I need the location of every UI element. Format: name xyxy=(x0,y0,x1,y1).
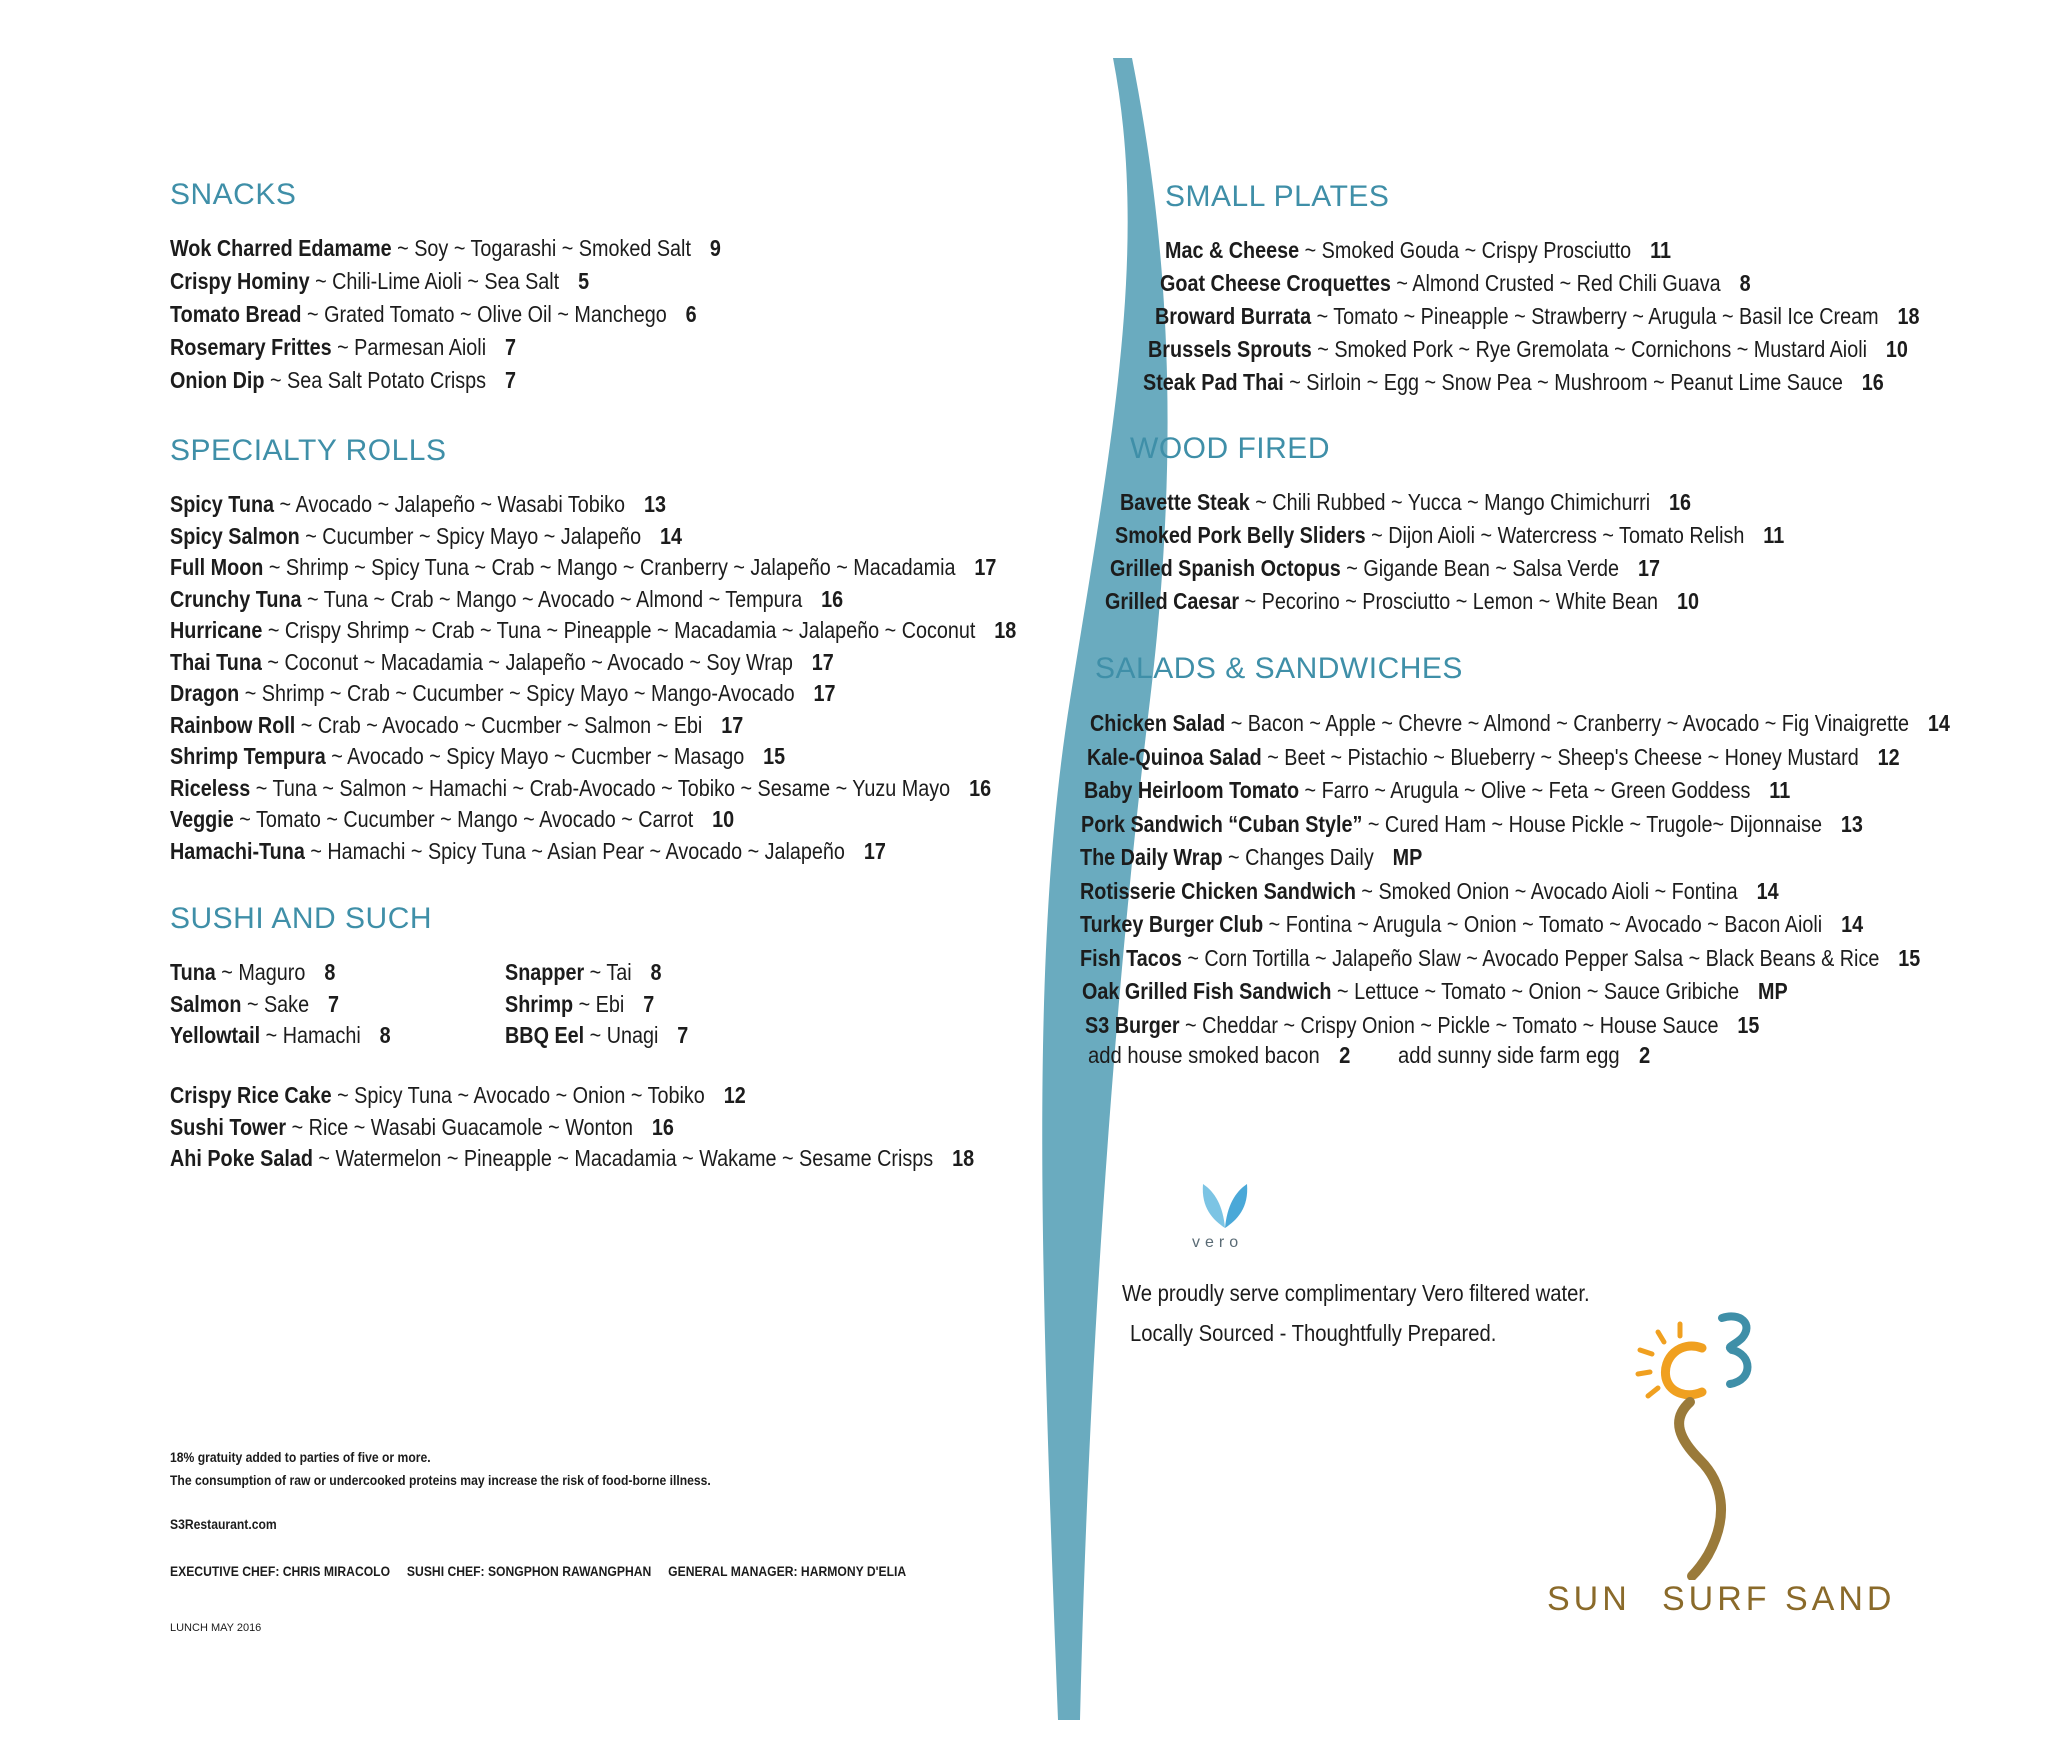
menu-item-description: ~ Cured Ham ~ House Pickle ~ Trugole~ Dijonnaise xyxy=(1362,810,1822,837)
menu-item-description: ~ Cucumber ~ Spicy Mayo ~ Jalapeño xyxy=(299,522,642,549)
menu-item-price: 7 xyxy=(327,990,340,1017)
addon-egg xyxy=(1398,1042,1650,1069)
wood-fired-heading: WOOD FIRED xyxy=(1130,432,1330,465)
sushi-heading: SUSHI AND SUCH xyxy=(170,902,433,935)
menu-item-description: ~ Tai xyxy=(584,959,632,985)
menu-item-name: Rosemary Frittes xyxy=(170,334,332,360)
menu-item-price: 8 xyxy=(1739,270,1751,296)
menu-item xyxy=(1143,368,1884,396)
menu-item xyxy=(170,679,836,707)
menu-item xyxy=(1080,910,1863,938)
menu-item-name: Crunchy Tuna xyxy=(170,585,302,612)
menu-item-name: Hurricane xyxy=(170,617,263,643)
menu-item xyxy=(170,648,834,676)
menu-item-description: ~ Crispy Shrimp ~ Crab ~ Tuna ~ Pineapple ~ Macadamia ~ Jalapeño ~ Coconut xyxy=(262,617,976,643)
menu-item-description: ~ Chili Rubbed ~ Yucca ~ Mango Chimichurri xyxy=(1249,489,1651,515)
menu-item xyxy=(1090,709,1950,737)
menu-item-price: 17 xyxy=(813,680,836,706)
menu-item xyxy=(1085,1011,1759,1039)
menu-item-description: ~ Unagi xyxy=(584,1022,659,1048)
menu-item-name: Onion Dip xyxy=(170,367,265,393)
menu-item-description: ~ Avocado ~ Jalapeño ~ Wasabi Tobiko xyxy=(274,491,626,517)
menu-item-description: ~ Smoked Onion ~ Avocado Aioli ~ Fontina xyxy=(1355,877,1738,904)
menu-item-description: ~ Lettuce ~ Tomato ~ Onion ~ Sauce Gribiche xyxy=(1331,978,1740,1004)
menu-item xyxy=(1105,587,1699,615)
menu-item-price: MP xyxy=(1758,978,1788,1004)
menu-item xyxy=(170,267,589,295)
menu-item-price: 16 xyxy=(969,774,992,801)
menu-item xyxy=(1080,843,1422,871)
menu-item-price: 11 xyxy=(1769,777,1791,803)
menu-item-name: Broward Burrata xyxy=(1155,303,1312,329)
menu-item-name: The Daily Wrap xyxy=(1080,844,1223,870)
menu-item-name: Rotisserie Chicken Sandwich xyxy=(1080,877,1356,904)
menu-item xyxy=(505,1021,688,1049)
menu-item xyxy=(1160,269,1751,297)
menu-item-price: 16 xyxy=(1861,369,1884,395)
brand-sand: SAND xyxy=(1785,1580,1896,1618)
menu-item-price: 11 xyxy=(1763,522,1785,548)
website: S3Restaurant.com xyxy=(170,1517,277,1532)
menu-item xyxy=(1110,554,1660,582)
menu-item-name: Hamachi-Tuna xyxy=(170,837,305,864)
menu-item xyxy=(170,234,721,262)
menu-item-price: 8 xyxy=(324,959,336,985)
menu-item-name: Crispy Hominy xyxy=(170,268,310,294)
menu-item xyxy=(1084,776,1790,804)
menu-item xyxy=(170,616,1016,644)
brand-surf: SURF xyxy=(1662,1580,1771,1618)
snacks-heading: SNACKS xyxy=(170,178,297,211)
menu-item-price: 10 xyxy=(712,806,735,832)
menu-item-name: Chicken Salad xyxy=(1090,710,1226,736)
menu-item-description: ~ Pecorino ~ Prosciutto ~ Lemon ~ White Bean xyxy=(1239,588,1659,614)
menu-item-price: 16 xyxy=(821,585,844,612)
menu-item-name: Goat Cheese Croquettes xyxy=(1160,270,1391,296)
menu-item-description: ~ Parmesan Aioli xyxy=(331,334,487,360)
menu-item-price: 16 xyxy=(1669,489,1692,515)
menu-item xyxy=(1115,521,1784,549)
menu-item-description: ~ Rice ~ Wasabi Guacamole ~ Wonton xyxy=(286,1113,634,1140)
edition: LUNCH MAY 2016 xyxy=(170,1622,262,1634)
menu-item-price: 12 xyxy=(723,1082,746,1108)
vero-water-line: We proudly serve complimentary Vero filtered water. xyxy=(1122,1280,1590,1306)
menu-item xyxy=(170,990,339,1018)
menu-item-price: 14 xyxy=(1756,877,1779,904)
menu-item xyxy=(170,1081,746,1109)
menu-item-name: Spicy Tuna xyxy=(170,491,275,517)
addon-egg-price: 2 xyxy=(1639,1042,1651,1068)
menu-item-price: 8 xyxy=(379,1022,391,1048)
menu-item-description: ~ Sea Salt Potato Crisps xyxy=(264,367,487,393)
menu-item-name: Pork Sandwich “Cuban Style” xyxy=(1081,810,1363,837)
addon-bacon xyxy=(1088,1042,1350,1069)
menu-item-price: 18 xyxy=(1897,303,1920,329)
menu-item-description: ~ Avocado ~ Spicy Mayo ~ Cucmber ~ Masago xyxy=(325,743,745,769)
menu-item-price: 8 xyxy=(650,959,662,985)
menu-item-price: 7 xyxy=(504,367,516,393)
menu-item-description: ~ Shrimp ~ Crab ~ Cucumber ~ Spicy Mayo ~ Mango-Avocado xyxy=(239,680,795,706)
salads-heading: SALADS & SANDWICHES xyxy=(1095,652,1463,685)
menu-item-description: ~ Grated Tomato ~ Olive Oil ~ Manchego xyxy=(301,301,667,327)
menu-item-name: Yellowtail xyxy=(170,1022,261,1048)
menu-item-name: Steak Pad Thai xyxy=(1143,369,1284,395)
menu-item xyxy=(170,805,734,833)
menu-item-price: 14 xyxy=(1841,911,1864,937)
menu-item-name: Bavette Steak xyxy=(1120,489,1250,515)
menu-item-description: ~ Hamachi xyxy=(260,1022,361,1048)
menu-item xyxy=(170,774,991,802)
menu-item-description: ~ Cheddar ~ Crispy Onion ~ Pickle ~ Tomato ~ House Sauce xyxy=(1179,1011,1719,1038)
menu-item-price: 14 xyxy=(1927,710,1950,736)
menu-item-description: ~ Smoked Pork ~ Rye Gremolata ~ Cornichons ~ Mustard Aioli xyxy=(1311,336,1867,362)
menu-item xyxy=(170,333,516,361)
small-plates-heading: SMALL PLATES xyxy=(1165,180,1390,213)
menu-item-name: Rainbow Roll xyxy=(170,711,296,738)
menu-item-description: ~ Farro ~ Arugula ~ Olive ~ Feta ~ Green Goddess xyxy=(1299,777,1751,803)
menu-item-price: 18 xyxy=(994,617,1017,643)
menu-item-price: 15 xyxy=(763,743,786,769)
menu-item-price: 17 xyxy=(974,554,997,580)
menu-item-price: 16 xyxy=(651,1113,674,1140)
menu-item xyxy=(170,837,886,865)
s3-logo-icon xyxy=(1630,1310,1780,1580)
menu-item-name: Tuna xyxy=(170,959,216,985)
menu-item xyxy=(1081,810,1863,838)
menu-item-price: 18 xyxy=(952,1145,975,1171)
menu-item-name: Shrimp Tempura xyxy=(170,743,326,769)
menu-item-price: 7 xyxy=(677,1022,689,1048)
menu-item-price: 11 xyxy=(1650,237,1672,263)
menu-item-name: Crispy Rice Cake xyxy=(170,1082,332,1108)
menu-item-price: MP xyxy=(1392,844,1423,870)
menu-item xyxy=(170,585,843,613)
menu-item-description: ~ Shrimp ~ Spicy Tuna ~ Crab ~ Mango ~ Cranberry ~ Jalapeño ~ Macadamia xyxy=(263,554,956,580)
addon-egg-label: add sunny side farm egg xyxy=(1398,1042,1620,1068)
locally-sourced-line: Locally Sourced - Thoughtfully Prepared. xyxy=(1130,1320,1497,1346)
menu-item-description: ~ Spicy Tuna ~ Avocado ~ Onion ~ Tobiko xyxy=(331,1082,705,1108)
menu-item-description: ~ Coconut ~ Macadamia ~ Jalapeño ~ Avocado ~ Soy Wrap xyxy=(261,648,793,675)
menu-item-description: ~ Sake xyxy=(241,990,310,1017)
menu-item xyxy=(505,958,662,986)
menu-item-name: Veggie xyxy=(170,806,234,832)
brand-sun: SUN xyxy=(1547,1580,1631,1618)
menu-item-price: 6 xyxy=(685,301,697,327)
menu-item-description: ~ Corn Tortilla ~ Jalapeño Slaw ~ Avocado Pepper Salsa ~ Black Beans & Rice xyxy=(1181,944,1880,971)
menu-item xyxy=(170,1113,674,1141)
menu-item-name: Riceless xyxy=(170,774,251,801)
menu-item xyxy=(170,366,516,394)
menu-item-name: Thai Tuna xyxy=(170,648,262,675)
menu-item-description: ~ Crab ~ Avocado ~ Cucmber ~ Salmon ~ Ebi xyxy=(295,711,703,738)
menu-item-price: 14 xyxy=(660,522,683,549)
menu-item-description: ~ Almond Crusted ~ Red Chili Guava xyxy=(1390,270,1721,296)
menu-item-description: ~ Smoked Gouda ~ Crispy Prosciutto xyxy=(1299,237,1632,263)
raw-warning: The consumption of raw or undercooked proteins may increase the risk of food-borne illness. xyxy=(170,1473,711,1488)
menu-item xyxy=(1087,743,1900,771)
menu-item-name: Spicy Salmon xyxy=(170,522,300,549)
menu-item-price: 7 xyxy=(505,334,517,360)
menu-item-name: Baby Heirloom Tomato xyxy=(1084,777,1300,803)
menu-item-name: Wok Charred Edamame xyxy=(170,235,392,261)
menu-item-description: ~ Changes Daily xyxy=(1222,844,1374,870)
menu-item xyxy=(170,742,785,770)
menu-item xyxy=(170,1144,974,1172)
menu-item-description: ~ Soy ~ Togarashi ~ Smoked Salt xyxy=(391,235,691,261)
menu-item-name: Oak Grilled Fish Sandwich xyxy=(1082,978,1332,1004)
menu-item-price: 10 xyxy=(1676,588,1699,614)
menu-item-name: Ahi Poke Salad xyxy=(170,1145,313,1171)
menu-item-price: 13 xyxy=(1840,810,1863,837)
menu-item-price: 17 xyxy=(1637,555,1660,581)
menu-item-name: S3 Burger xyxy=(1085,1011,1180,1038)
menu-item xyxy=(1082,977,1788,1005)
menu-item-price: 17 xyxy=(811,648,834,675)
menu-item-price: 15 xyxy=(1898,944,1921,971)
menu-item-name: Sushi Tower xyxy=(170,1113,287,1140)
menu-item-price: 17 xyxy=(863,837,886,864)
menu-item xyxy=(1165,236,1671,264)
menu-item-description: ~ Chili-Lime Aioli ~ Sea Salt xyxy=(309,268,560,294)
menu-item xyxy=(170,958,335,986)
menu-item-description: ~ Sirloin ~ Egg ~ Snow Pea ~ Mushroom ~ Peanut Lime Sauce xyxy=(1283,369,1843,395)
menu-item-price: 10 xyxy=(1885,336,1908,362)
menu-item-name: Smoked Pork Belly Sliders xyxy=(1115,522,1366,548)
menu-item-description: ~ Ebi xyxy=(573,990,625,1017)
menu-item-description: ~ Tuna ~ Salmon ~ Hamachi ~ Crab-Avocado ~ Tobiko ~ Sesame ~ Yuzu Mayo xyxy=(250,774,951,801)
menu-item xyxy=(170,711,743,739)
menu-item xyxy=(1080,944,1920,972)
menu-item xyxy=(170,300,697,328)
staff-credits: EXECUTIVE CHEF: CHRIS MIRACOLO SUSHI CHEF: SONGPHON RAWANGPHAN GENERAL MANAGER: HARMONY D'ELIA xyxy=(170,1564,907,1579)
menu-item-name: Turkey Burger Club xyxy=(1080,911,1264,937)
menu-item-description: ~ Tuna ~ Crab ~ Mango ~ Avocado ~ Almond ~ Tempura xyxy=(301,585,803,612)
menu-item xyxy=(1148,335,1908,363)
menu-item-price: 12 xyxy=(1877,743,1900,770)
menu-item-name: Kale-Quinoa Salad xyxy=(1087,743,1262,770)
menu-item-name: Grilled Spanish Octopus xyxy=(1110,555,1341,581)
menu-item-description: ~ Gigande Bean ~ Salsa Verde xyxy=(1340,555,1620,581)
menu-item-price: 5 xyxy=(578,268,590,294)
vero-logo-text: vero xyxy=(1192,1234,1244,1251)
menu-item-description: ~ Beet ~ Pistachio ~ Blueberry ~ Sheep's Cheese ~ Honey Mustard xyxy=(1261,743,1859,770)
menu-item-name: Dragon xyxy=(170,680,240,706)
menu-item-name: Fish Tacos xyxy=(1080,944,1182,971)
menu-item xyxy=(170,522,682,550)
menu-item-description: ~ Maguro xyxy=(215,959,306,985)
menu-item-description: ~ Bacon ~ Apple ~ Chevre ~ Almond ~ Cranberry ~ Avocado ~ Fig Vinaigrette xyxy=(1225,710,1909,736)
menu-item-name: Shrimp xyxy=(505,990,574,1017)
menu-item-name: Brussels Sprouts xyxy=(1148,336,1312,362)
menu-item-price: 7 xyxy=(643,990,655,1017)
addon-bacon-label: add house smoked bacon xyxy=(1088,1042,1320,1068)
menu-item-price: 13 xyxy=(643,491,666,517)
menu-item xyxy=(170,1021,391,1049)
menu-item-name: Tomato Bread xyxy=(170,301,302,327)
menu-item xyxy=(1120,488,1691,516)
menu-item-name: Mac & Cheese xyxy=(1165,237,1300,263)
menu-item-name: Salmon xyxy=(170,990,242,1017)
vero-leaf-icon xyxy=(1195,1180,1255,1230)
menu-item xyxy=(170,490,666,518)
menu-item-description: ~ Watermelon ~ Pineapple ~ Macadamia ~ Wakame ~ Sesame Crisps xyxy=(312,1145,934,1171)
menu-item xyxy=(1155,302,1920,330)
gratuity-note: 18% gratuity added to parties of five or more. xyxy=(170,1450,431,1465)
menu-item-description: ~ Tomato ~ Cucumber ~ Mango ~ Avocado ~ Carrot xyxy=(233,806,694,832)
menu-item-description: ~ Hamachi ~ Spicy Tuna ~ Asian Pear ~ Avocado ~ Jalapeño xyxy=(304,837,845,864)
menu-item-name: Full Moon xyxy=(170,554,264,580)
menu-item-price: 15 xyxy=(1737,1011,1760,1038)
menu-item-description: ~ Dijon Aioli ~ Watercress ~ Tomato Relish xyxy=(1365,522,1745,548)
addon-bacon-price: 2 xyxy=(1339,1042,1351,1068)
menu-item xyxy=(170,553,996,581)
menu-item-name: BBQ Eel xyxy=(505,1022,585,1048)
menu-item xyxy=(505,990,654,1018)
menu-item-description: ~ Tomato ~ Pineapple ~ Strawberry ~ Arugula ~ Basil Ice Cream xyxy=(1311,303,1879,329)
menu-item xyxy=(1080,877,1779,905)
menu-item-description: ~ Fontina ~ Arugula ~ Onion ~ Tomato ~ Avocado ~ Bacon Aioli xyxy=(1263,911,1823,937)
menu-item-name: Grilled Caesar xyxy=(1105,588,1240,614)
menu-item-name: Snapper xyxy=(505,959,585,985)
menu-item-price: 9 xyxy=(709,235,721,261)
menu-item-price: 17 xyxy=(721,711,744,738)
specialty-rolls-heading: SPECIALTY ROLLS xyxy=(170,434,447,467)
